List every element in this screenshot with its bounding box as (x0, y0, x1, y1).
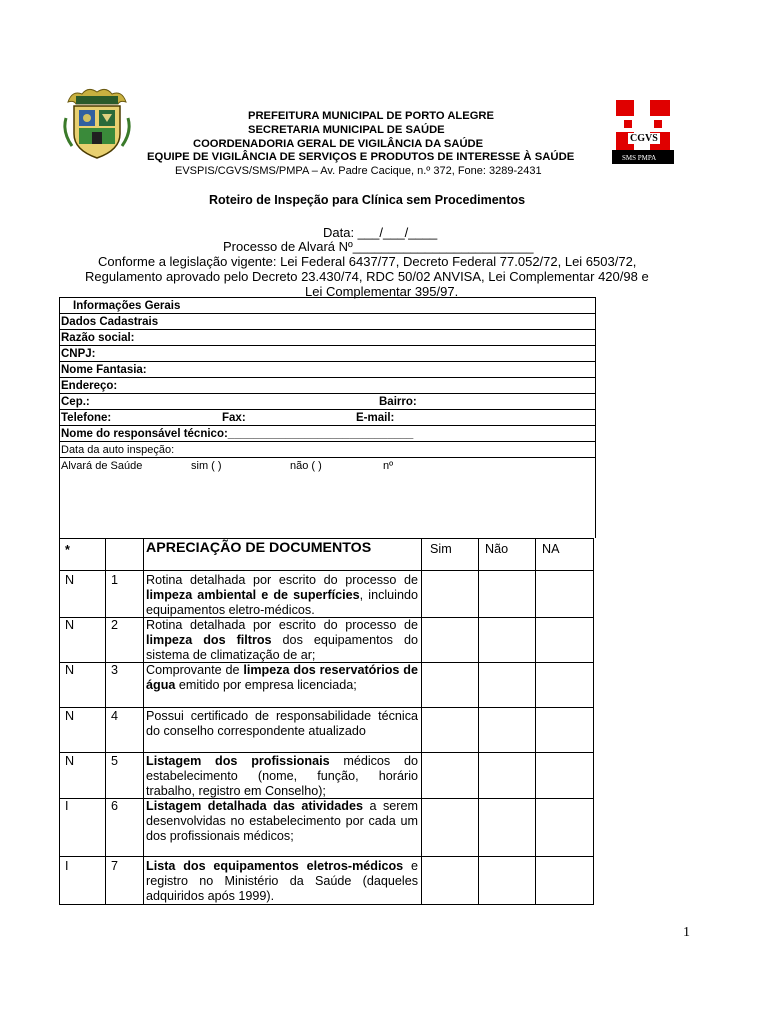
row-6-number: 6 (111, 799, 119, 813)
column-header-nao: Não (485, 542, 509, 556)
header-line-4: EQUIPE DE VIGILÂNCIA DE SERVIÇOS E PRODUTOS DE INTERESSE À SAÚDE (147, 151, 575, 163)
legislacao-line-3: Lei Complementar 395/97. (305, 284, 459, 299)
column-header-sim: Sim (430, 542, 452, 556)
info-heading: Informações Gerais (73, 300, 181, 312)
telefone-label: Telefone: (61, 412, 112, 424)
document-title: Roteiro de Inspeção para Clínica sem Procedimentos (209, 193, 526, 207)
responsavel-row (59, 425, 596, 442)
row-1-description: Rotina detalhada por escrito do processo de limpeza ambiental e de superfícies, incluindo equipamentos eletro-médicos. (146, 573, 418, 618)
cnpj-label: CNPJ: (61, 348, 96, 360)
row-5-code: N (65, 754, 75, 768)
cgvs-logo-text: CGVS (630, 133, 658, 144)
data-auto-inspecao-label: Data da auto inspeção: (61, 444, 175, 456)
info-heading-row (59, 297, 596, 314)
endereco-label: Endereço: (61, 380, 118, 392)
row-6-description: Listagem detalhada das atividades a serem desenvolvidas no estabelecimento por cada um dos profissionais médicos; (146, 799, 418, 844)
row-3-code: N (65, 663, 75, 677)
data-auto-inspecao-row (59, 441, 596, 458)
legislacao-line-2: Regulamento aprovado pelo Decreto 23.430/74, RDC 50/02 ANVISA, Lei Complementar 420/98 e (85, 269, 649, 284)
row-1-code: N (65, 573, 75, 587)
page-number: 1 (683, 925, 690, 940)
column-header-na: NA (542, 542, 560, 556)
cep-row (59, 393, 596, 410)
razao-social-row (59, 329, 596, 346)
row-7-code: I (65, 859, 69, 873)
row-1-number: 1 (111, 573, 119, 587)
row-6-code: I (65, 799, 69, 813)
row-7-number: 7 (111, 859, 119, 873)
email-label: E-mail: (356, 412, 395, 424)
row-5-description: Listagem dos profissionais médicos do estabelecimento (nome, função, horário trabalho, registro em Conselho); (146, 754, 418, 799)
alvara-nao-option[interactable]: não ( ) (290, 460, 322, 472)
header-address: EVSPIS/CGVS/SMS/PMPA – Av. Padre Cacique, n.º 372, Fone: 3289-2431 (175, 165, 542, 177)
header-line-3: COORDENADORIA GERAL DE VIGILÂNCIA DA SAÚDE (193, 138, 484, 150)
row-2-description: Rotina detalhada por escrito do processo de limpeza dos filtros dos equipamentos do sistema de climatização de ar; (146, 618, 418, 663)
telefone-row (59, 409, 596, 426)
legislacao-line-1: Conforme a legislação vigente: Lei Federal 6437/77, Decreto Federal 77.052/72, Lei 6503/72, (98, 254, 637, 269)
cgvs-logo-subtext: SMS PMPA (622, 154, 657, 162)
dados-cadastrais-row (59, 313, 596, 330)
nome-fantasia-label: Nome Fantasia: (61, 364, 147, 376)
alvara-numero-label: nº (383, 460, 394, 472)
row-4-code: N (65, 709, 75, 723)
column-header-star: * (65, 543, 70, 557)
cep-label: Cep.: (61, 396, 90, 408)
fax-label: Fax: (222, 412, 246, 424)
row-4-description: Possui certificado de responsabilidade técnica do conselho correspondente atualizado (146, 709, 418, 739)
header-line-2: SECRETARIA MUNICIPAL DE SAÚDE (248, 124, 445, 136)
endereco-row (59, 377, 596, 394)
razao-social-label: Razão social: (61, 332, 135, 344)
porto-alegre-coat-of-arms-logo (62, 88, 132, 160)
alvara-row (59, 457, 596, 539)
bairro-label: Bairro: (379, 396, 417, 408)
column-header-apreciacao: APRECIAÇÃO DE DOCUMENTOS (146, 540, 372, 556)
nome-fantasia-row (59, 361, 596, 378)
dados-cadastrais-label: Dados Cadastrais (61, 316, 159, 328)
row-7-description: Lista dos equipamentos eletros-médicos e registro no Ministério da Saúde (daqueles adquiridos após 1999). (146, 859, 418, 904)
cnpj-row (59, 345, 596, 362)
row-2-number: 2 (111, 618, 119, 632)
alvara-sim-option[interactable]: sim ( ) (191, 460, 222, 472)
header-line-1: PREFEITURA MUNICIPAL DE PORTO ALEGRE (248, 110, 494, 122)
row-3-description: Comprovante de limpeza dos reservatórios de água emitido por empresa licenciada; (146, 663, 418, 693)
data-line: Data: ___/___/____ (323, 225, 438, 240)
responsavel-label: Nome do responsável técnico:_____________________________ (61, 428, 414, 440)
row-5-number: 5 (111, 754, 119, 768)
processo-line: Processo de Alvará Nº_________________________ (223, 239, 534, 254)
alvara-label: Alvará de Saúde (61, 460, 143, 472)
row-2-code: N (65, 618, 75, 632)
row-3-number: 3 (111, 663, 119, 677)
row-4-number: 4 (111, 709, 119, 723)
